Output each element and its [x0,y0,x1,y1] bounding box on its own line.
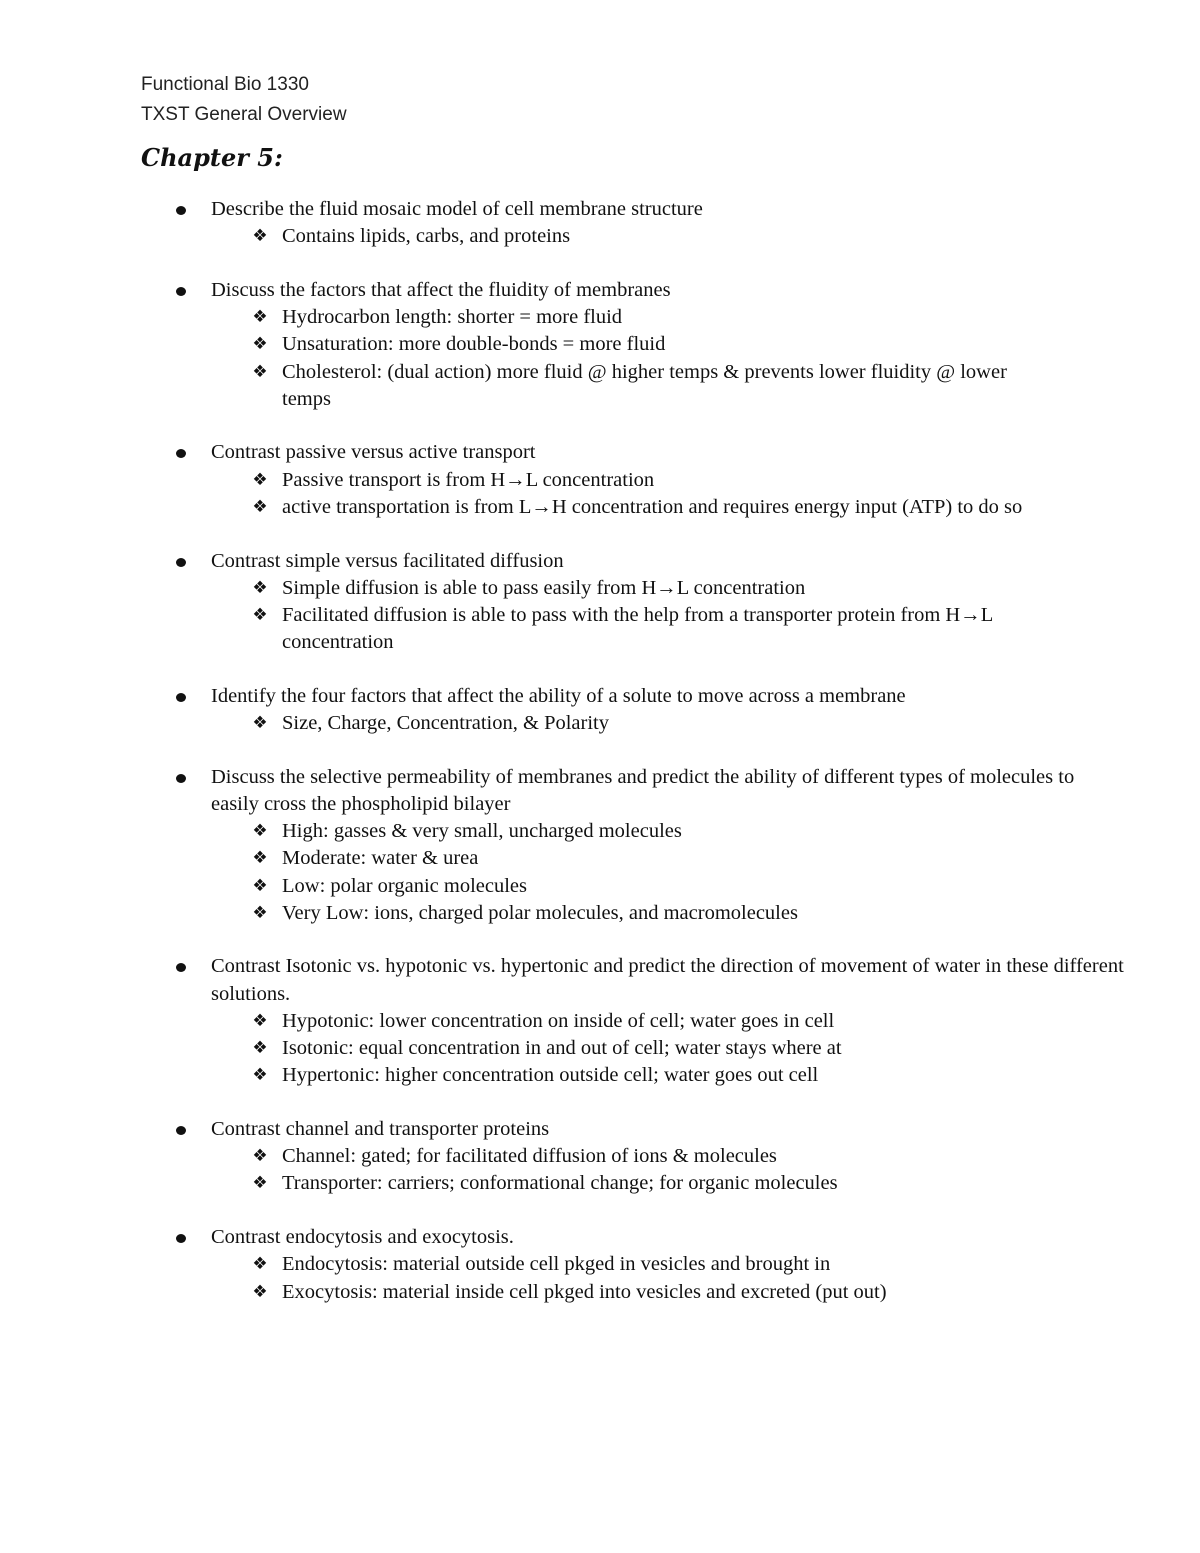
objective-item [0,548,1200,575]
objective-text: Contrast Isotonic vs. hypotonic vs. hypertonic and predict the direction of movement of water in these different solutions. [211,955,1124,1005]
objective-section [0,683,1200,737]
objective-text: Discuss the selective permeability of membranes and predict the ability of different types of molecules to easily cross the phospholipid bilayer [211,765,1075,815]
sub-point-item [0,1062,1200,1089]
objective-section [0,953,1200,1089]
document-header [141,70,347,130]
course-subtitle: TXST General Overview [141,104,347,125]
objective-section [0,439,1200,521]
filled-circle-icon [176,558,186,567]
sub-point-item [0,602,1200,656]
sub-point-text: Cholesterol: (dual action) more fluid @ higher temps & prevents lower fluidity @ lower temps [282,360,1007,410]
sub-point-text: active transportation is from L→H concentration and requires energy input (ATP) to do so [282,495,1023,518]
objective-section [0,1116,1200,1198]
four-diamond-icon: ❖ [252,361,268,382]
filled-circle-icon [176,963,186,972]
objective-text: Contrast channel and transporter proteins [211,1117,550,1140]
sub-point-list [0,223,1200,250]
objective-item [0,1224,1200,1251]
sub-point-list [0,1251,1200,1305]
four-diamond-icon: ❖ [252,226,268,247]
filled-circle-icon [176,1126,186,1135]
objective-item [0,439,1200,466]
four-diamond-icon: ❖ [252,334,268,355]
sub-point-text: Channel: gated; for facilitated diffusion of ions & molecules [282,1145,777,1168]
four-diamond-icon: ❖ [252,848,268,869]
sub-point-text: High: gasses & very small, uncharged molecules [282,820,682,843]
filled-circle-icon [176,693,186,702]
filled-circle-icon [176,774,186,783]
sub-point-text: Contains lipids, carbs, and proteins [282,225,571,248]
sub-point-text: Exocytosis: material inside cell pkged into vesicles and excreted (put out) [282,1280,887,1303]
filled-circle-icon [176,449,186,458]
four-diamond-icon: ❖ [252,1254,268,1275]
sub-point-text: Endocytosis: material outside cell pkged in vesicles and brought in [282,1253,831,1276]
four-diamond-icon: ❖ [252,1010,268,1031]
four-diamond-icon: ❖ [252,577,268,598]
sub-point-text: Hypotonic: lower concentration on inside of cell; water goes in cell [282,1009,835,1032]
sub-point-item [0,845,1200,872]
objective-item [0,683,1200,710]
objective-section [0,1224,1200,1306]
four-diamond-icon: ❖ [252,604,268,625]
objective-item [0,196,1200,223]
course-title: Functional Bio 1330 [141,74,309,95]
four-diamond-icon: ❖ [252,496,268,517]
sub-point-text: Facilitated diffusion is able to pass with the help from a transporter protein from H→L concentration [282,603,993,654]
sub-point-item [0,1170,1200,1197]
sub-point-item [0,1251,1200,1278]
sub-point-item [0,1035,1200,1062]
sub-point-item [0,818,1200,845]
sub-point-item [0,494,1200,521]
objective-text: Contrast simple versus facilitated diffusion [211,549,564,572]
objective-section [0,196,1200,250]
objective-item [0,277,1200,304]
sub-point-item [0,467,1200,494]
sub-point-item [0,710,1200,737]
sub-point-list [0,304,1200,413]
sub-point-list [0,575,1200,657]
sub-point-list [0,467,1200,521]
sub-point-list [0,818,1200,927]
objective-text: Contrast passive versus active transport [211,441,536,464]
four-diamond-icon: ❖ [252,1038,268,1059]
filled-circle-icon [176,287,186,296]
objective-item [0,764,1200,818]
sub-point-text: Hypertonic: higher concentration outside cell; water goes out cell [282,1064,819,1087]
sub-point-item [0,900,1200,927]
sub-point-text: Unsaturation: more double-bonds = more fluid [282,333,666,356]
sub-point-text: Low: polar organic molecules [282,874,527,897]
objective-text: Describe the fluid mosaic model of cell membrane structure [211,198,703,220]
four-diamond-icon: ❖ [252,1146,268,1167]
sub-point-item [0,1143,1200,1170]
chapter-heading: Chapter 5: [141,143,283,172]
objective-text: Identify the four factors that affect the ability of a solute to move across a membrane [211,684,906,707]
four-diamond-icon: ❖ [252,1281,268,1302]
objective-section [0,277,1200,413]
objective-item [0,953,1200,1007]
sub-point-item [0,873,1200,900]
sub-point-item [0,223,1200,250]
four-diamond-icon: ❖ [252,713,268,734]
sub-point-item [0,1279,1200,1306]
sub-point-text: Passive transport is from H→L concentration [282,468,655,491]
four-diamond-icon: ❖ [252,821,268,842]
four-diamond-icon: ❖ [252,1173,268,1194]
sub-point-item [0,331,1200,358]
sub-point-item [0,304,1200,331]
sub-point-text: Simple diffusion is able to pass easily from H→L concentration [282,576,806,599]
sub-point-item [0,1008,1200,1035]
objective-section [0,764,1200,927]
objective-text: Contrast endocytosis and exocytosis. [211,1226,514,1249]
four-diamond-icon: ❖ [252,875,268,896]
sub-point-text: Moderate: water & urea [282,847,479,870]
objective-item [0,1116,1200,1143]
sub-point-text: Very Low: ions, charged polar molecules, and macromolecules [282,901,798,924]
four-diamond-icon: ❖ [252,307,268,328]
sub-point-text: Transporter: carriers; conformational change; for organic molecules [282,1172,838,1195]
sub-point-text: Size, Charge, Concentration, & Polarity [282,712,609,735]
objectives-list [0,196,1200,1332]
four-diamond-icon: ❖ [252,469,268,490]
sub-point-item [0,575,1200,602]
objective-section [0,548,1200,657]
filled-circle-icon [176,206,186,215]
sub-point-item [0,359,1200,413]
filled-circle-icon [176,1234,186,1243]
sub-point-list [0,1143,1200,1197]
four-diamond-icon: ❖ [252,902,268,923]
sub-point-text: Isotonic: equal concentration in and out of cell; water stays where at [282,1037,842,1060]
sub-point-text: Hydrocarbon length: shorter = more fluid [282,306,623,329]
sub-point-list [0,710,1200,737]
sub-point-list [0,1008,1200,1090]
objective-text: Discuss the factors that affect the fluidity of membranes [211,278,671,301]
four-diamond-icon: ❖ [252,1065,268,1086]
